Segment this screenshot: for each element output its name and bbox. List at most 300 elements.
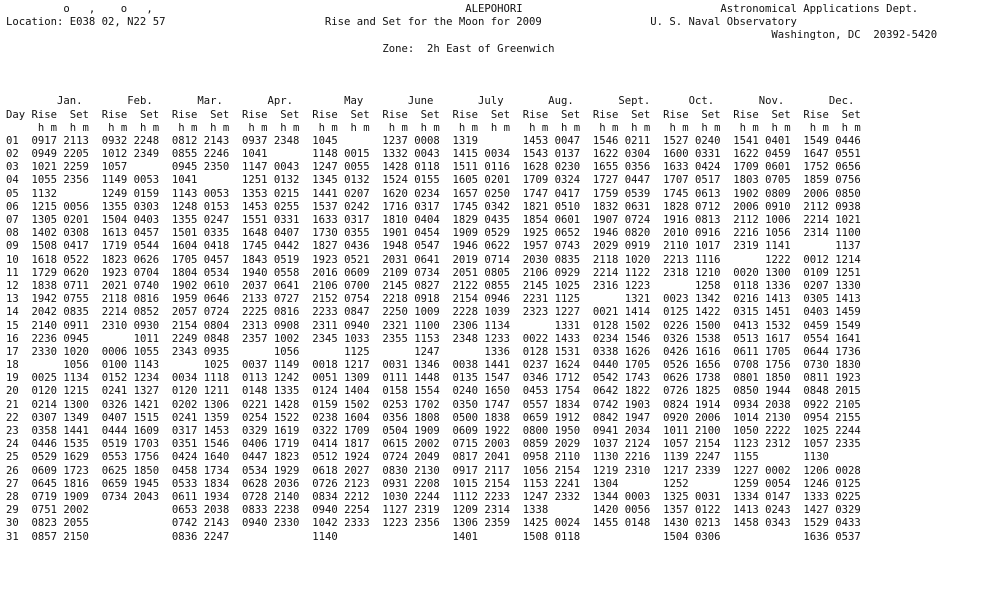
- table-row: [6, 372, 937, 385]
- time-cell: 0800 1950: [522, 425, 593, 437]
- time-cell: 1946 0622: [452, 240, 523, 253]
- time-cell: 1056: [31, 359, 102, 372]
- time-cell: 0111 1448: [382, 372, 453, 385]
- time-cell: 0931 2208: [382, 477, 453, 490]
- time-cell: 0554 1641: [803, 332, 874, 345]
- time-cell: 0504 1909: [382, 425, 453, 437]
- time-cell: 2319 1141: [733, 240, 804, 253]
- time-cell: 1430 0213: [663, 517, 734, 530]
- time-cell: 0426 1616: [663, 345, 734, 358]
- day-number: 24: [6, 438, 32, 451]
- time-cell: 0159 1502: [312, 398, 383, 411]
- time-cell: 1727 0447: [592, 174, 664, 187]
- hm-header-row: [6, 122, 937, 135]
- table-row: [6, 227, 937, 240]
- time-cell: 1810 0404: [382, 214, 453, 226]
- time-cell: 0356 1808: [382, 411, 453, 424]
- time-cell: 0326 1421: [101, 398, 172, 411]
- rise-set-label-9: Rise Set: [663, 108, 734, 121]
- time-cell: 0609 1723: [31, 464, 102, 477]
- month-header-0: Jan.: [37, 95, 109, 108]
- time-cell: 1050 2222: [733, 425, 804, 437]
- time-cell: 0305 1413: [803, 293, 874, 306]
- time-cell: 1511 0116: [452, 161, 523, 174]
- time-cell: 0940 2254: [312, 504, 383, 517]
- day-number: 18: [6, 359, 32, 372]
- time-cell: 0920 2006: [663, 411, 734, 424]
- time-cell: 2118 0816: [101, 293, 172, 306]
- time-cell: 2311 0940: [312, 319, 383, 332]
- time-cell: 0329 1619: [242, 425, 313, 437]
- time-cell: 0817 2041: [452, 451, 523, 464]
- time-cell: [382, 531, 452, 543]
- time-cell: 0742 1903: [592, 398, 664, 411]
- time-cell: 1541 0401: [733, 134, 804, 147]
- time-cell: 1148 0015: [312, 148, 383, 161]
- place-name: ALEPOHORI: [465, 3, 523, 15]
- time-cell: 2106 0929: [522, 266, 593, 279]
- time-cell: 0021 1414: [592, 306, 664, 319]
- time-cell: 1543 0137: [522, 148, 593, 161]
- time-cell: 1942 0755: [31, 293, 102, 306]
- time-cell: 0801 1850: [733, 372, 804, 385]
- time-cell: 2152 0754: [312, 293, 383, 306]
- time-cell: 0917 2117: [452, 464, 523, 477]
- moon-table: [6, 95, 937, 543]
- time-cell: 0012 1214: [803, 253, 874, 266]
- time-cell: 0949 2205: [31, 148, 102, 161]
- zone-text: Zone: 2h East of Greenwich: [382, 42, 555, 55]
- day-number: 04: [6, 174, 32, 187]
- rise-set-label-11: Rise Set: [803, 108, 874, 121]
- hm-label-0: h m h m: [31, 121, 102, 134]
- hm-label-1: h m h m: [101, 121, 172, 134]
- time-cell: 2031 0641: [382, 253, 453, 266]
- time-cell: 1909 0529: [452, 227, 523, 240]
- time-cell: 1709 0601: [733, 161, 804, 174]
- document-title: Rise and Set for the Moon for 2009: [324, 16, 542, 29]
- time-cell: 1127 2319: [382, 504, 453, 517]
- rise-set-label-5: Rise Set: [382, 108, 453, 121]
- time-cell: 2355 1153: [382, 332, 453, 345]
- time-cell: 0120 1211: [171, 385, 243, 398]
- time-cell: 1025 2244: [803, 425, 874, 437]
- table-row: [6, 412, 937, 425]
- day-number: 26: [6, 464, 32, 477]
- time-cell: 1227 0002: [733, 464, 804, 477]
- time-cell: 0850 1944: [733, 385, 804, 398]
- time-cell: 1252: [663, 477, 734, 490]
- day-number: 27: [6, 477, 32, 490]
- spacer: [6, 95, 38, 107]
- day-number: 30: [6, 517, 32, 530]
- rise-set-label-8: Rise Set: [592, 108, 664, 121]
- time-cell: 2330 1020: [31, 345, 102, 358]
- rise-set-label-2: Rise Set: [171, 108, 243, 121]
- time-cell: 2214 0852: [101, 306, 172, 319]
- month-header-9: Oct.: [669, 95, 740, 108]
- time-cell: 0529 1629: [31, 451, 102, 464]
- time-cell: 1209 2314: [452, 504, 523, 517]
- time-cell: 1804 0534: [171, 266, 243, 279]
- time-cell: 1730 0355: [312, 227, 383, 240]
- time-cell: 1247 0055: [312, 161, 383, 174]
- time-cell: 2233 0847: [312, 306, 383, 319]
- time-cell: 2316 1223: [592, 279, 664, 292]
- table-row: [6, 201, 937, 214]
- rise-set-label-0: Rise Set: [31, 108, 102, 121]
- time-cell: 2133 0727: [242, 293, 313, 306]
- time-cell: 1707 0517: [663, 174, 734, 187]
- day-number: 19: [6, 372, 32, 385]
- table-row: [6, 478, 937, 491]
- time-cell: 2314 1100: [803, 227, 874, 240]
- time-cell: 1251 0132: [242, 174, 313, 187]
- month-header-11: Dec.: [809, 95, 880, 108]
- time-cell: 1551 0331: [242, 214, 313, 226]
- time-cell: 1332 0043: [382, 148, 453, 161]
- rise-set-label-6: Rise Set: [452, 108, 523, 121]
- time-cell: 1345 0132: [312, 174, 383, 187]
- time-cell: 0922 2105: [803, 398, 874, 411]
- table-row: [6, 465, 937, 478]
- time-cell: 0158 1554: [382, 385, 453, 398]
- time-cell: 1948 0547: [382, 240, 453, 253]
- table-row: [6, 188, 937, 201]
- time-cell: 0934 2038: [733, 398, 804, 411]
- hm-label-10: h m h m: [733, 121, 804, 134]
- time-cell: 1901 0454: [382, 227, 453, 240]
- time-cell: 1940 0558: [242, 266, 313, 279]
- time-cell: 2112 1006: [733, 214, 804, 226]
- time-cell: 1333 0225: [803, 490, 874, 503]
- time-cell: 0403 1459: [803, 306, 874, 319]
- day-number: 01: [6, 134, 32, 147]
- table-row: [6, 135, 937, 148]
- time-cell: 0253 1702: [382, 398, 453, 411]
- time-cell: 2154 0804: [171, 319, 243, 332]
- rise-set-label-1: Rise Set: [101, 108, 172, 121]
- time-cell: 0836 2247: [171, 530, 243, 543]
- time-cell: 0715 2003: [452, 438, 523, 451]
- table-row: [6, 306, 937, 319]
- day-number: 31: [6, 530, 32, 543]
- day-number: 11: [6, 266, 32, 279]
- time-cell: 0307 1349: [31, 411, 102, 424]
- time-cell: 0611 1705: [733, 345, 804, 358]
- table-row: [6, 174, 937, 187]
- time-cell: 1336: [452, 345, 523, 358]
- time-cell: 2122 0855: [452, 279, 523, 292]
- time-cell: 0351 1546: [171, 438, 243, 451]
- time-cell: 0848 2015: [803, 385, 874, 398]
- time-cell: 1959 0646: [171, 293, 243, 306]
- time-cell: 1504 0306: [663, 530, 734, 543]
- time-cell: 0038 1441: [452, 359, 523, 372]
- table-row: [6, 385, 937, 398]
- month-header-5: June: [388, 95, 459, 108]
- time-cell: 1453 0047: [522, 134, 593, 147]
- time-cell: 0317 1453: [171, 425, 243, 437]
- table-row: [6, 240, 937, 253]
- day-header: Day: [6, 108, 32, 121]
- time-cell: 0018 1217: [312, 359, 383, 372]
- time-cell: 0719 1909: [31, 490, 102, 503]
- time-cell: 1546 0211: [592, 134, 664, 147]
- rise-set-header-row: [6, 109, 937, 122]
- time-cell: 1025: [171, 359, 243, 372]
- time-cell: 0202 1306: [171, 398, 243, 411]
- time-cell: 1331: [522, 319, 593, 332]
- time-cell: 0645 1816: [31, 477, 102, 490]
- time-cell: 1618 0522: [31, 253, 102, 266]
- hm-label-4: h m h m: [312, 121, 383, 134]
- time-cell: 0726 2123: [312, 477, 383, 490]
- time-cell: 1344 0003: [592, 490, 664, 503]
- hm-label-2: h m h m: [171, 121, 243, 134]
- time-cell: 0254 1522: [242, 411, 313, 424]
- time-cell: 0322 1709: [312, 425, 383, 437]
- time-cell: 1829 0435: [452, 214, 523, 226]
- time-cell: 0237 1624: [522, 359, 593, 372]
- time-cell: 2145 0827: [382, 279, 453, 292]
- time-cell: 0626 1738: [663, 372, 734, 385]
- location-text: Location: E038 02, N22 57: [6, 16, 166, 29]
- time-cell: 2250 1009: [382, 306, 453, 319]
- time-cell: 0728 2140: [242, 490, 313, 503]
- time-cell: 1056 2154: [522, 464, 593, 477]
- time-cell: 0625 1850: [101, 464, 172, 477]
- time-cell: 1501 0335: [171, 227, 243, 240]
- time-cell: 1427 0329: [803, 504, 874, 517]
- time-cell: 1821 0510: [522, 200, 593, 213]
- day-number: 12: [6, 279, 32, 292]
- time-cell: 0051 1309: [312, 372, 383, 385]
- time-cell: 1524 0155: [382, 174, 453, 187]
- time-cell: 0135 1547: [452, 372, 523, 385]
- time-cell: 2021 0740: [101, 279, 172, 292]
- time-cell: 2214 1122: [592, 266, 664, 279]
- day-number: 28: [6, 490, 32, 503]
- time-cell: 0512 1924: [312, 451, 383, 464]
- time-cell: 0932 2248: [101, 134, 172, 147]
- time-cell: 0726 1825: [663, 385, 734, 398]
- time-cell: 1827 0436: [312, 240, 383, 253]
- table-row: [6, 399, 937, 412]
- time-cell: 1030 2244: [382, 490, 453, 503]
- time-cell: 1458 0343: [733, 517, 804, 530]
- time-cell: 1838 0711: [31, 279, 102, 292]
- table-row: [6, 293, 937, 306]
- day-number: 22: [6, 411, 32, 424]
- time-cell: 1415 0034: [452, 148, 523, 161]
- day-number: 05: [6, 187, 32, 200]
- time-cell: 1153 2241: [522, 477, 593, 490]
- time-cell: 1304: [592, 477, 664, 490]
- time-cell: 1319: [452, 134, 523, 147]
- time-cell: 0708 1756: [733, 359, 804, 372]
- time-cell: 0642 1822: [592, 385, 664, 398]
- time-cell: 0519 1703: [101, 438, 172, 451]
- time-cell: 1237 0008: [382, 134, 453, 147]
- time-cell: 1441 0207: [312, 187, 383, 200]
- time-cell: 0216 1413: [733, 293, 804, 306]
- time-cell: 1425 0024: [522, 517, 593, 530]
- time-cell: 2016 0609: [312, 266, 383, 279]
- time-cell: 1357 0122: [663, 504, 734, 517]
- time-cell: 0406 1719: [242, 438, 313, 451]
- time-cell: 2313 0908: [242, 319, 313, 332]
- time-cell: 2216 1056: [733, 227, 804, 240]
- time-cell: 1549 0446: [803, 134, 874, 147]
- time-cell: 1622 0459: [733, 148, 804, 161]
- rise-set-label-7: Rise Set: [522, 108, 593, 121]
- time-cell: 0859 2029: [522, 438, 593, 451]
- time-cell: 1633 0317: [312, 214, 383, 226]
- time-cell: 1401: [452, 530, 523, 543]
- time-cell: 2323 1227: [522, 306, 593, 319]
- day-number: 29: [6, 504, 32, 517]
- time-cell: 1338: [522, 504, 593, 517]
- day-number: 23: [6, 425, 32, 437]
- time-cell: 1355 0247: [171, 214, 243, 226]
- time-cell: 0945 2350: [171, 161, 243, 174]
- time-cell: 0628 2036: [242, 477, 313, 490]
- time-cell: 1014 2130: [733, 411, 804, 424]
- time-cell: [593, 531, 663, 543]
- time-cell: 0128 1531: [522, 345, 593, 358]
- time-cell: 2006 0850: [803, 187, 874, 200]
- time-cell: 0414 1817: [312, 438, 383, 451]
- time-cell: 0006 1055: [101, 345, 172, 358]
- time-cell: [102, 504, 172, 516]
- time-cell: 1140: [312, 530, 383, 543]
- time-cell: [102, 531, 172, 543]
- day-number: 06: [6, 200, 32, 213]
- time-cell: 0458 1734: [171, 464, 243, 477]
- time-cell: 1055 2356: [31, 174, 102, 187]
- time-cell: 2343 0935: [171, 345, 243, 358]
- time-cell: 0941 2034: [592, 425, 664, 437]
- degree-marks: o , o ,: [6, 3, 153, 15]
- time-cell: 0037 1149: [242, 359, 313, 372]
- header-line-1: [6, 3, 937, 16]
- time-cell: 1902 0610: [171, 279, 243, 292]
- time-cell: 1745 0442: [242, 240, 313, 253]
- time-cell: [102, 517, 172, 529]
- time-cell: 1021 2259: [31, 161, 102, 174]
- time-cell: 1041: [242, 148, 313, 161]
- time-cell: 1334 0147: [733, 490, 804, 503]
- day-number: 07: [6, 214, 32, 226]
- time-cell: 1854 0601: [522, 214, 593, 226]
- time-cell: [242, 531, 312, 543]
- time-cell: 1247: [382, 345, 453, 358]
- time-cell: 1306 2359: [452, 517, 523, 530]
- table-row: [6, 531, 937, 544]
- time-cell: 0751 2002: [31, 504, 102, 517]
- time-cell: 0724 2049: [382, 451, 453, 464]
- time-cell: 2318 1210: [663, 266, 734, 279]
- time-cell: 0500 1838: [452, 411, 523, 424]
- time-cell: 2345 1033: [312, 332, 383, 345]
- time-cell: 1428 0118: [382, 161, 453, 174]
- time-cell: 0407 1515: [101, 411, 172, 424]
- time-cell: 1305 0201: [31, 214, 102, 226]
- time-cell: 1215 0056: [31, 200, 102, 213]
- time-cell: 1957 0743: [522, 240, 593, 253]
- time-cell: 1057: [101, 161, 172, 174]
- time-cell: 1759 0539: [592, 187, 664, 200]
- time-cell: 1130: [803, 451, 874, 464]
- time-cell: 1923 0704: [101, 266, 172, 279]
- time-cell: 0240 1650: [452, 385, 523, 398]
- time-cell: 0326 1538: [663, 332, 734, 345]
- time-cell: 0444 1609: [101, 425, 172, 437]
- time-cell: 1843 0519: [242, 253, 313, 266]
- time-cell: 1042 2333: [312, 517, 383, 530]
- time-cell: 1420 0056: [592, 504, 664, 517]
- time-cell: 1259 0054: [733, 477, 804, 490]
- time-cell: 1859 0756: [803, 174, 874, 187]
- time-cell: 2348 1233: [452, 332, 523, 345]
- time-cell: 0533 1834: [171, 477, 243, 490]
- time-cell: 0824 1914: [663, 398, 734, 411]
- month-header-8: Sept.: [599, 95, 670, 108]
- time-cell: 0615 2002: [382, 438, 453, 451]
- time-cell: 0358 1441: [31, 425, 102, 437]
- time-cell: 0557 1834: [522, 398, 593, 411]
- time-cell: 2110 1017: [663, 240, 734, 253]
- time-cell: 1902 0809: [733, 187, 804, 200]
- time-cell: 0842 1947: [592, 411, 664, 424]
- time-cell: 0214 1300: [31, 398, 102, 411]
- time-cell: 1508 0118: [522, 530, 593, 543]
- time-cell: 1745 0342: [452, 200, 523, 213]
- time-cell: 0734 2043: [101, 490, 172, 503]
- time-cell: 0128 1502: [592, 319, 664, 332]
- time-cell: 2112 0938: [803, 200, 874, 213]
- time-cell: 0120 1215: [31, 385, 102, 398]
- month-header-2: Mar.: [178, 95, 249, 108]
- time-cell: 1655 0356: [592, 161, 664, 174]
- hm-label-9: h m h m: [663, 121, 734, 134]
- hm-label-3: h m h m: [242, 121, 313, 134]
- table-row: [6, 425, 937, 438]
- day-number: 21: [6, 398, 32, 411]
- time-cell: 0221 1428: [242, 398, 313, 411]
- time-cell: 2042 0835: [31, 306, 102, 319]
- day-number: 14: [6, 306, 32, 319]
- time-cell: 1149 0053: [101, 174, 172, 187]
- time-cell: 1823 0626: [101, 253, 172, 266]
- time-cell: 1223 2356: [382, 517, 453, 530]
- time-cell: 0424 1640: [171, 451, 243, 464]
- time-cell: 0023 1342: [663, 293, 734, 306]
- time-cell: 0315 1451: [733, 306, 804, 319]
- time-cell: 0350 1747: [452, 398, 523, 411]
- time-cell: 0542 1743: [592, 372, 664, 385]
- day-number: 16: [6, 332, 32, 345]
- time-cell: 2037 0641: [242, 279, 313, 292]
- time-cell: 2051 0805: [452, 266, 523, 279]
- hm-label-6: h m h m: [452, 121, 523, 134]
- time-cell: 1045: [312, 134, 383, 147]
- day-number: 13: [6, 293, 32, 306]
- rise-set-label-10: Rise Set: [733, 108, 804, 121]
- address-text: Washington, DC 20392-5420: [771, 29, 938, 42]
- time-cell: 2154 0946: [452, 293, 523, 306]
